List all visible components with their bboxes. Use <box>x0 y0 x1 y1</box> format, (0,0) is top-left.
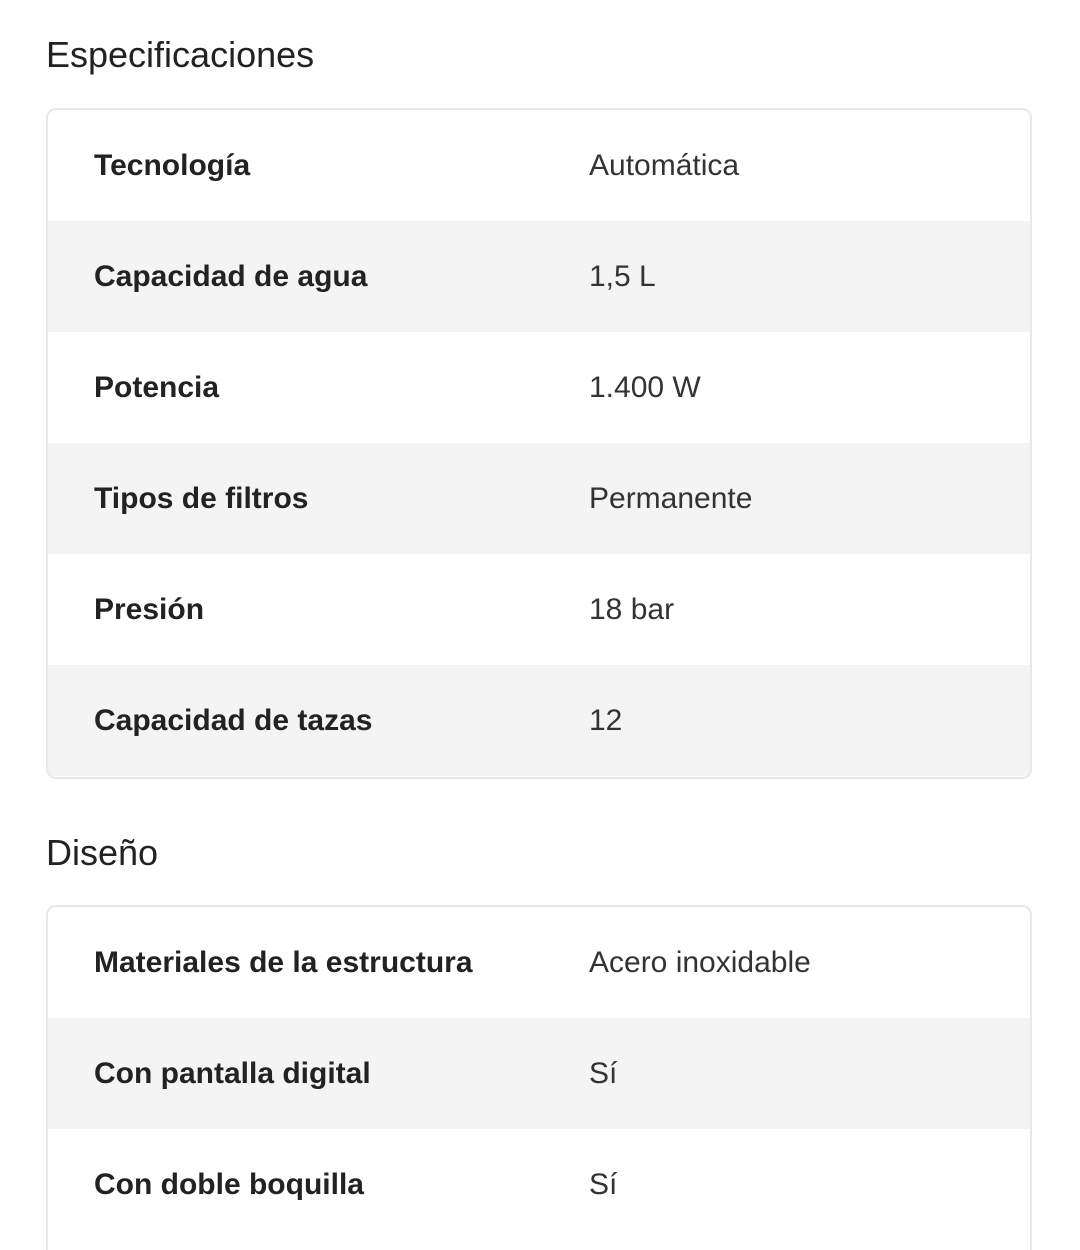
spec-value: 1,5 L <box>589 259 656 293</box>
spec-label: Capacidad de tazas <box>94 703 373 737</box>
spec-value: 1.400 W <box>589 370 701 404</box>
section-title-diseno: Diseño <box>46 832 159 873</box>
spec-label: Tecnología <box>94 148 251 182</box>
spec-value: Acero inoxidable <box>589 945 811 979</box>
spec-row-pantalla-digital <box>48 1018 1030 1129</box>
spec-label: Potencia <box>94 370 220 404</box>
spec-label: Presión <box>94 592 205 626</box>
spec-row-capacidad-tazas <box>48 665 1030 776</box>
spec-value: 18 bar <box>589 592 675 626</box>
spec-row-capacidad-agua <box>48 221 1030 332</box>
spec-row-tipos-filtros <box>48 443 1030 554</box>
spec-row-potencia <box>48 332 1030 443</box>
specs-table <box>46 108 1032 779</box>
spec-label: Tipos de filtros <box>94 481 309 515</box>
spec-label: Materiales de la estructura <box>94 945 473 979</box>
spec-value: Automática <box>589 148 740 182</box>
spec-value: Sí <box>589 1167 618 1201</box>
spec-row-doble-boquilla <box>48 1129 1030 1240</box>
spec-row-materiales <box>48 907 1030 1018</box>
spec-value: Permanente <box>589 481 753 515</box>
spec-row-presion <box>48 554 1030 665</box>
spec-row-tecnologia <box>48 110 1030 221</box>
spec-label: Con doble boquilla <box>94 1167 364 1201</box>
design-table <box>46 905 1032 1250</box>
spec-label: Capacidad de agua <box>94 259 368 293</box>
spec-value: 12 <box>589 703 623 737</box>
spec-value: Sí <box>589 1056 618 1090</box>
spec-label: Con pantalla digital <box>94 1056 371 1090</box>
section-title-especificaciones: Especificaciones <box>46 34 315 75</box>
